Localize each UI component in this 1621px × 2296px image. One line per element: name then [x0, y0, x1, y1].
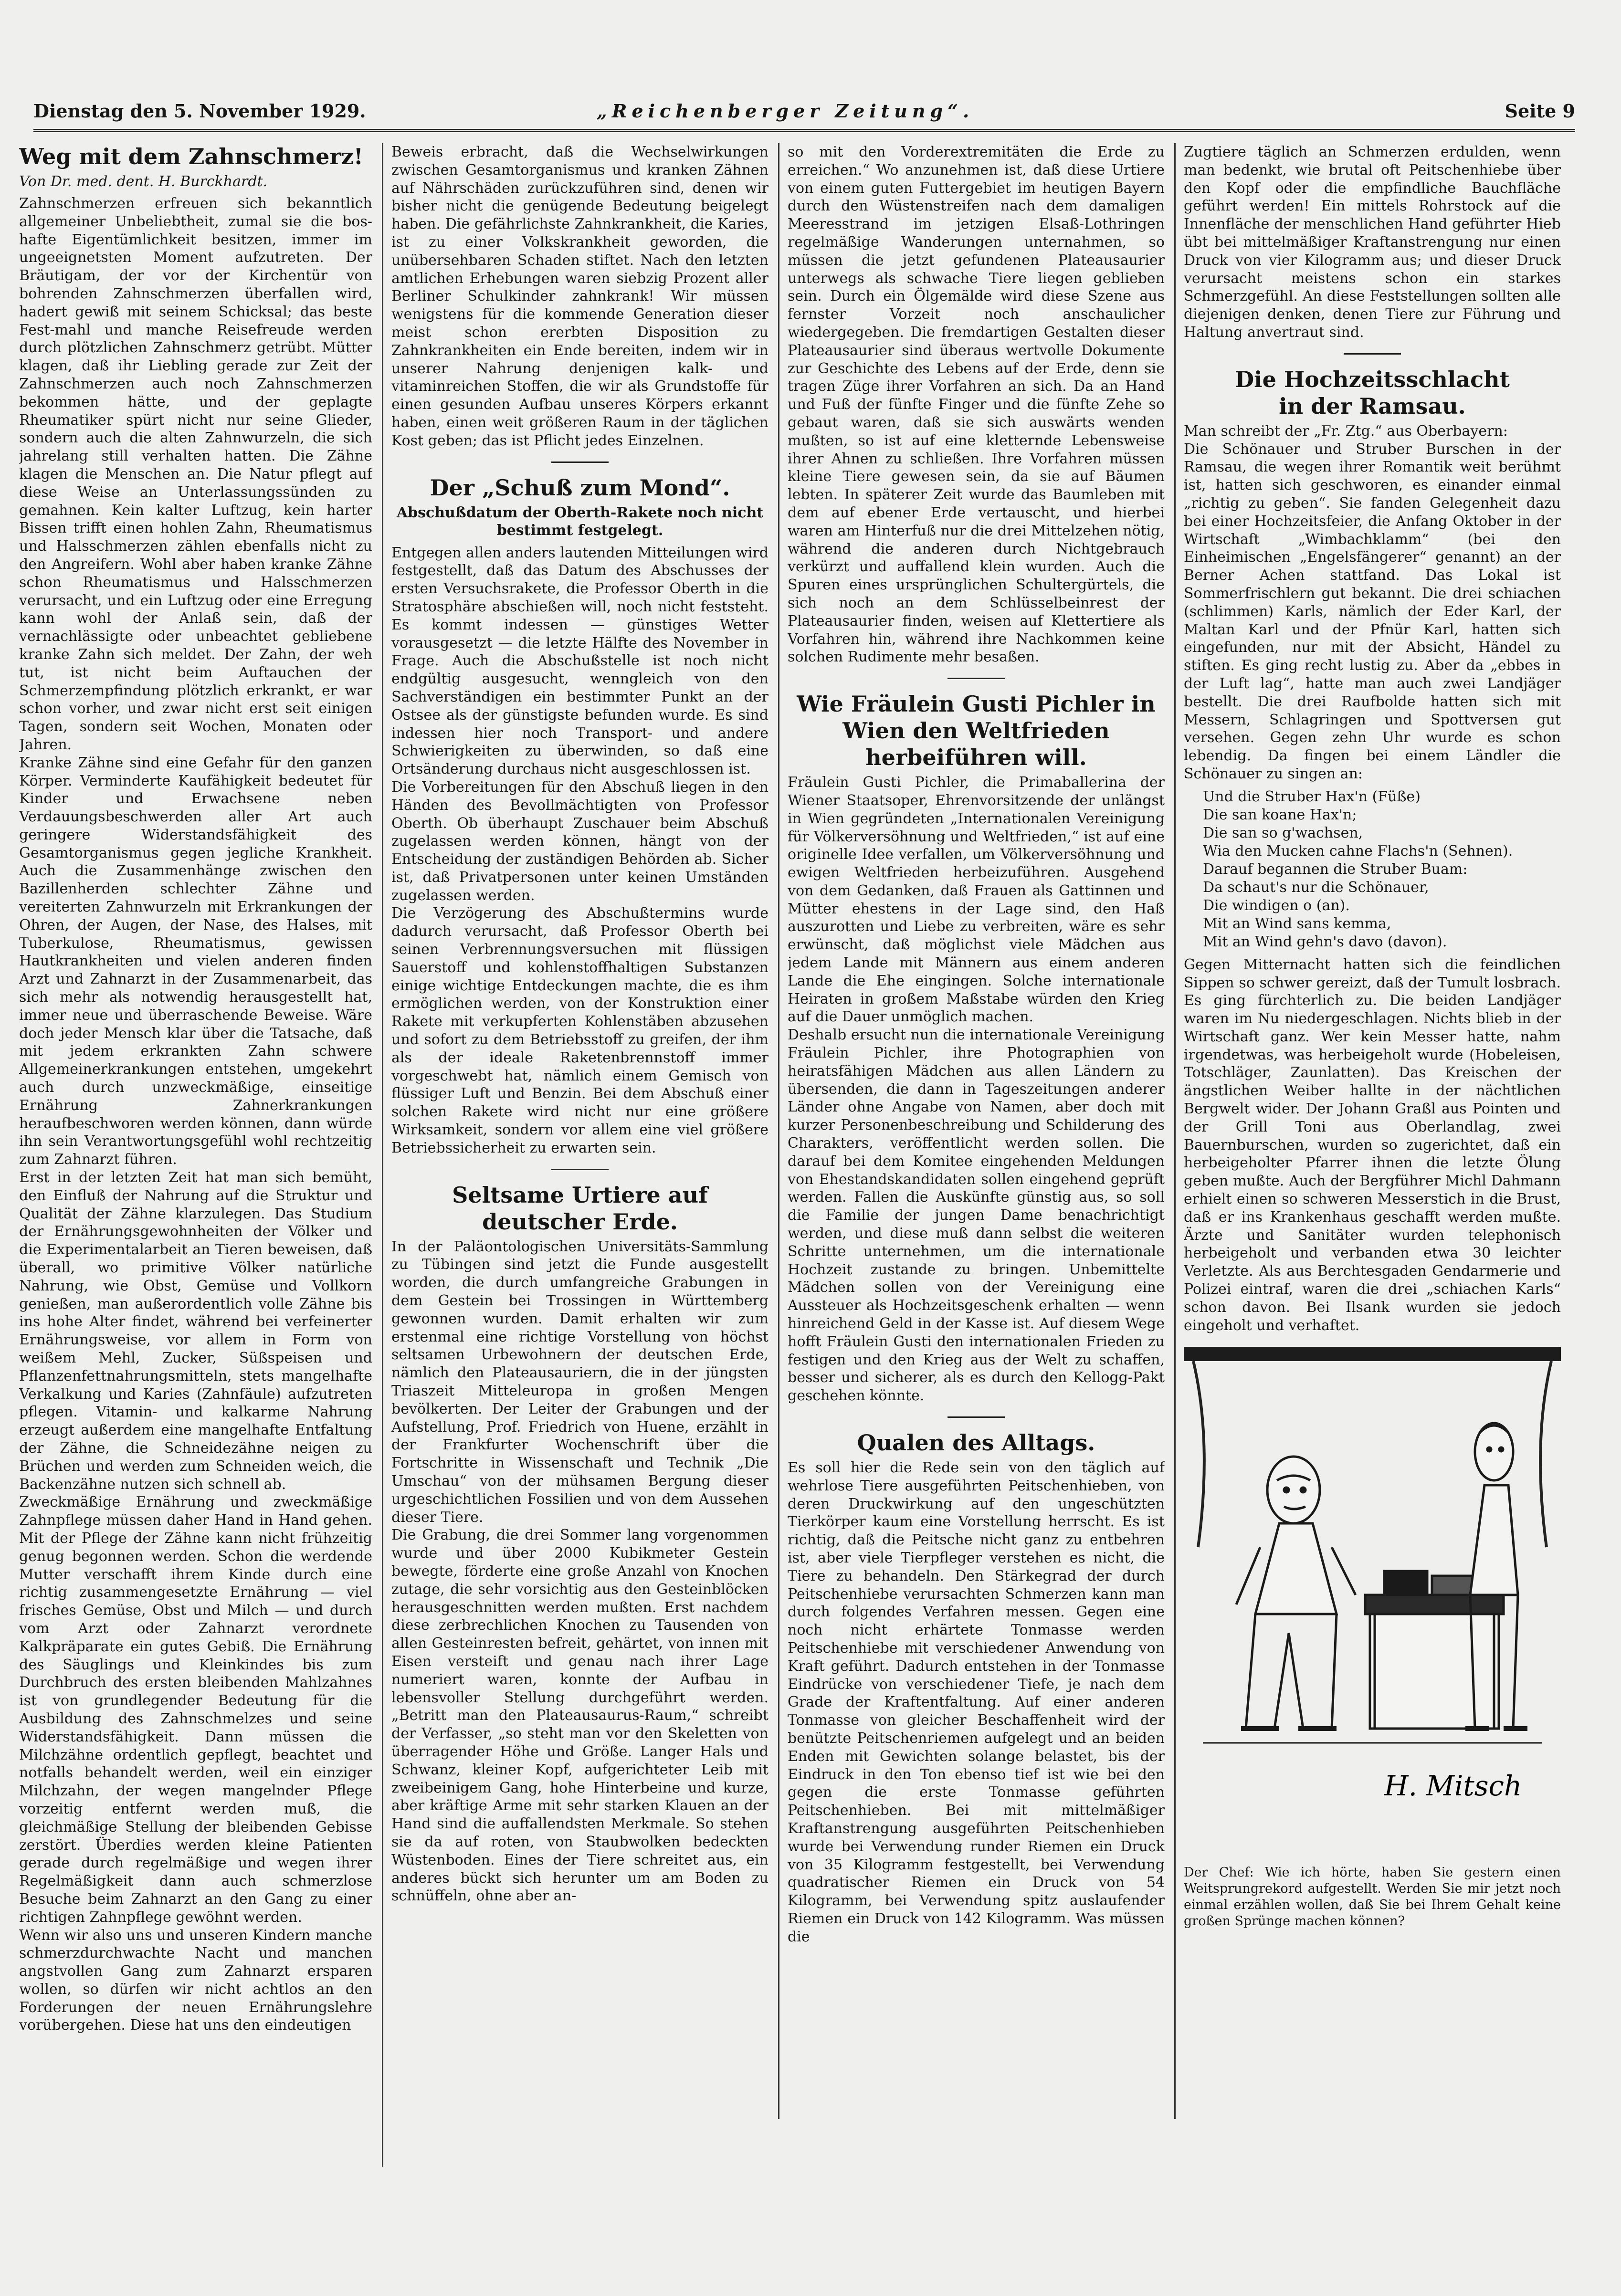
article-separator [947, 1416, 1005, 1418]
article-separator [947, 678, 1005, 679]
column-2 [391, 143, 768, 2119]
page-header [33, 95, 1575, 129]
header-date: Dienstag den 5. November 1929. [33, 100, 366, 122]
article-paragraph: In der Paläontologischen Universitäts-Sammlung zu Tübingen sind jetzt die Funde ausgestellt worden, die durch umfangreiche Grabungen in dem Gestein bei Trossingen in Württemberg gewonnen wurden. Damit erhalten wir zum erstenmal eine richtige Vorstellung von höchst seltsamen Urbewohnern der deutschen Erde, nämlich den Plateausauriern, die in der jüngsten Triaszeit Mitteleuropa in großen Mengen bevölkerten. Der Leiter der Grabungen und der Aufstellung, Prof. Friedrich von Huene, erzählt in der Frankfurter Wochenschrift über die Fortschritte in Wissenschaft und Technik „Die Umschau“ von der mühsamen Bergung dieser urgeschichtlichen Fossilien und von dem Aussehen dieser Tiere. [391, 1238, 768, 1526]
article-paragraph: Entgegen allen anders lautenden Mitteilungen wird festgestellt, daß das Datum des Abschusses der ersten Versuchsrakete, die Professor Oberth in die Stratosphäre abschießen will, noch nicht feststeht. Es kommt indessen — günstiges Wetter vorausgesetzt — die letzte Hälfte des November in Frage. Auch die Abschußstelle ist noch nicht endgültig ausgesucht, wenngleich von den Sachverständigen ein bestimmter Punkt an der Ostsee als der günstigste befunden wurde. Es sind indessen hier noch Transport- und andere Schwierigkeiten zu überwinden, so daß eine Ortsänderung durchaus nicht ausgeschlossen ist. [391, 544, 768, 778]
article-paragraph: Deshalb ersucht nun die internationale Vereinigung Fräulein Pichler, ihre Photographien von heiratsfähigen Mädchen aus allen Ländern zu übersenden, die dann in Tageszeitungen anderer Länder ohne Angabe von Namen, aber doch mit kurzer Personenbeschreibung und Schilderung des Charakters, veröffentlicht werden sollen. Die darauf bei dem Komitee eingehenden Meldungen von Ehestandskandidaten sollen eingehend geprüft werden. Fallen die Auskünfte günstig aus, so soll die Familie der jungen Dame benachrichtigt werden, und diese muß dann selbst die weiteren Schritte unternehmen, um die internationale Hochzeit zustande zu bringen. Unbemittelte Mädchen sollen von der Vereinigung eine Aussteuer als Hochzeitsgeschenk erhalten — wenn hinreichend Geld in der Kasse ist. Auf diesem Wege hofft Fräulein Gusti den internationalen Frieden zu festigen und den Krieg aus der Welt zu schaffen, besser und sicherer, als es durch den Kellogg-Pakt geschehen könnte. [788, 1027, 1165, 1405]
verse-line: Die san so g'wachsen, [1203, 824, 1363, 841]
article-paragraph: Wenn wir also uns und unseren Kindern manche schmerzdurchwachte Nacht und manchen angstvollen Gang zum Zahnarzt ersparen wollen, so dürfen wir nicht achtlos an den Forderungen der neuen Ernährungslehre vorübergehen. Diese hat uns den eindeutigen [19, 1927, 372, 2034]
verse-line: Darauf begannen die Struber Buam: [1203, 860, 1468, 878]
column-3 [788, 143, 1165, 2119]
cartoon-curtain-right [1540, 1361, 1551, 1547]
article-paragraph: Man schreibt der „Fr. Ztg.“ aus Oberbayern: [1184, 422, 1508, 440]
column-1 [19, 143, 372, 2167]
article-title-zahnschmerz: Weg mit dem Zahnschmerz! [19, 144, 363, 169]
header-page-number: Seite 9 [1505, 100, 1575, 122]
article-paragraph: so mit den Vorderextremitäten die Erde zu erreichen.“ Wo anzunehmen ist, daß diese Urtiere von einem guten Futtergebiet im heutigen Bayern durch den Wüstenstreifen nach dem damaligen Meeresstrand im jetzigen Elsaß-Lothringen regelmäßige Wanderungen unternahmen, so müssen die jetzt gefundenen Plateausaurier unterwegs als schwache Tiere liegen geblieben sein. Durch ein Ölgemälde wird diese Szene aus fernster Vorzeit noch anschaulicher wiedergegeben. Die fremdartigen Gestalten dieser Plateausaurier sind überaus wertvolle Dokumente zur Geschichte des Lebens auf der Erde, denn sie tragen Züge ihrer Vorfahren an sich. Da an Hand und Fuß der fünfte Finger und die fünfte Zehe so gebaut waren, daß sie sich auswärts wenden mußten, so ist auf eine kletternde Lebensweise ihrer Ahnen zu schließen. Ihre Vorfahren müssen kleine Tiere gewesen sein, da sie auf Bäumen lebten. In späterer Zeit wurde das Baumleben mit dem auf ebener Erde vertauscht, und hierbei waren am Hinterfuß nur die drei Mittelzehen nötig, während die anderen durch Nichtgebrauch verkürzt und auffallend klein wurden. Auch die Spuren eines ursprünglichen Schultergürtels, die sich noch an dem Schlüsselbeinrest der Plateausaurier finden, weisen auf Klettertiere als Vorfahren hin, während ihre Nachkommen keine solchen Rudimente mehr besaßen. [788, 144, 1165, 666]
cartoon [1184, 1347, 1561, 1943]
article-title-qualen-des-alltags: Qualen des Alltags. [857, 1430, 1095, 1456]
article-paragraph: Gegen Mitternacht hatten sich die feindlichen Sippen so schwer gereizt, daß der Tumult losbrach. Es ging fürchterlich zu. Die beiden Landjäger waren im Nu niedergeschlagen. Nichts blieb in der Wirtschaft ganz. Wer kein Messer hatte, nahm irgendetwas, was herbeigeholt wurde (Hobeleisen, Totschläger, Zaunlatten). Das Kreischen der ängstlichen Weiber hallte in der nächtlichen Bergwelt wider. Der Johann Graßl aus Pointen und der Grill Toni aus Oberlandlag, zwei Bauernburschen, wurden so zugerichtet, daß ein herbeigeholter Pfarrer ihnen die letzte Ölung geben mußte. Auch der Bergführer Michl Dahmann erhielt einen so schweren Messerstich in die Brust, daß er ins Krankenhaus geschafft werden mußte. Ärzte und Sanitäter wurden telephonisch herbeigeholt und verbanden etwa 30 leichter Verletzte. Als aus Berchtesgaden Gendarmerie und Polizei eintraf, waren die drei „schiachen Karls“ schon davon. Bei Ilsank wurden sie jedoch eingeholt und verhaftet. [1184, 956, 1561, 1334]
column-divider [778, 143, 779, 2119]
column-divider [382, 143, 383, 2167]
title-line: in der Ramsau. [1279, 393, 1466, 419]
article-paragraph: Zugtiere täglich an Schmerzen erdulden, wenn man bedenkt, wie brutal oft Peitschenhiebe über den Kopf oder die empfindliche Bauchfläche geführt werden! Ein mittels Rohrstock auf die Innenfläche der menschlichen Hand geführter Hieb übt bei mittelmäßiger Kraftanstrengung nur einen Druck von vier Kilogramm aus; und dieser Druck verursacht meistens schon ein starkes Schmerzgefühl. An diese Feststellungen sollten alle diejenigen denken, denen Tiere zur Führung und Haltung anvertraut sind. [1184, 144, 1561, 341]
article-subtitle: Abschußdatum der Oberth-Rakete noch nicht bestimmt festgelegt. [396, 504, 764, 539]
cartoon-caption: Der Chef: Wie ich hörte, haben Sie gestern einen Weitsprungrekord aufgestellt. Werden Sie mir jetzt noch einmal erzählen wollen, daß Sie bei Ihrem Gehalt keine großen Sprünge machen können? [1184, 1865, 1561, 1929]
article-paragraph: Kranke Zähne sind eine Gefahr für den ganzen Körper. Verminderte Kaufähigkeit bedeutet für Kinder und Erwachsene neben Verdauungsbeschwerden aller Art auch geringere Widerstandsfähigkeit des Gesamtorganismus gegen jegliche Krankheit. Auch die Zusammenhänge zwischen den Bazillenherden schlechter Zähne und vereiterten Zahnwurzeln mit Erkrankungen der Ohren, der Augen, der Nase, des Halses, mit Tuberkulose, Rheumatismus, gewissen Hautkrankheiten und vielen anderen finden Arzt und Zahnarzt in der Zusammenarbeit, das sich mehr als notwendig herausgestellt hat, immer neue und überraschende Beweise. Wäre doch jeder Mensch klar über die Tatsache, daß mit jedem erkrankten Zahn schwere Allgemeinerkrankungen entstehen, umgekehrt auch durch unzweckmäßige, einseitige Ernährung Zahnerkrankungen heraufbeschworen werden können, dann würde ihn sein Verantwortungsgefühl wohl rechtzeitig zum Zahnarzt führen. [19, 754, 372, 1168]
header-newspaper-name: „Reichenberger Zeitung“. [597, 100, 974, 122]
cartoon-top-bar [1184, 1347, 1561, 1361]
article-paragraph: Zahnschmerzen erfreuen sich bekanntlich allgemeiner Unbeliebtheit, zumal sie die bos-hafte Eigentümlichkeit besitzen, immer im ungeeignetsten Moment aufzutreten. Der Bräutigam, der vor der Kirchentür von bohrenden Zahnschmerzen überfallen wird, hadert gewiß mit seinem Schicksal; das beste Fest-mahl und manche Reisefreude werden durch plötzlichen Zahnschmerz getrübt. Mütter klagen, daß ihr Liebling gerade zur Zeit der Zahnschmerzen auch noch Zahnschmerzen bekommen hätte, und der geplagte Rheumatiker spürt nicht nur seine Glieder, sondern auch die alten Zahnwurzeln, die sich jahrelang still verhalten hatten. Die Zähne klagen die Menschen an. Die Natur pflegt auf diese Weise an Unterlassungssünden zu gemahnen. Kein kalter Luftzug, kein harter Bissen trifft einen hohlen Zahn, Rheumatismus und Halsschmerzen zählen ebenfalls nicht zu den Angreifern. Wohl aber haben kranke Zähne schon Rheumatismus und Halsschmerzen verursacht, und ein Luftzug oder eine Erregung kann wohl der Anlaß sein, daß der vernachlässigte oder unbeachtet gebliebene kranke Zahn sich meldet. Der Zahn, der weh tut, ist nicht beim Auftauchen der Schmerzempfindung plötzlich erkrankt, er war schon vorher, und zwar nicht erst seit einigen Tagen, sondern seit Wochen, Monaten oder Jahren. [19, 195, 372, 753]
article-paragraph: Die Vorbereitungen für den Abschuß liegen in den Händen des Bevollmächtigten von Professor Oberth. Ob überhaupt Zuschauer beim Abschuß zugelassen werden können, hängt von der Entscheidung der zuständigen Behörden ab. Sicher ist, daß Privatpersonen unter keinen Umständen zugelassen werden. [391, 778, 768, 904]
article-paragraph: Beweis erbracht, daß die Wechselwirkungen zwischen Gesamtorganismus und kranken Zähnen auf Nährschäden zurückzuführen sind, denen wir bisher nicht die genügende Bedeutung beigelegt haben. Die gefährlichste Zahnkrankheit, die Karies, ist zu einer Volkskrankheit geworden, die unübersehbaren Schaden stiftet. Nach den letzten amtlichen Erhebungen waren siebzig Prozent aller Berliner Schulkinder zahnkrank! Wir müssen wenigstens für die kommende Generation dieser meist schon ererbten Disposition zu Zahnkrankheiten ein Ende bereiten, indem wir in unserer Nahrung denjenigen kalk- und vitaminreichen Stoffen, die wir als Grundstoffe für einen gesunden Aufbau unseres Körpers erkannt haben, einen weit größeren Raum in der täglichen Kost geben; das ist Pflicht jedes Einzelnen. [391, 144, 768, 449]
article-title-schuss-zum-mond: Der „Schuß zum Mond“. [430, 474, 730, 501]
cartoon-illustration [1184, 1347, 1561, 1853]
article-paragraph: Die Grabung, die drei Sommer lang vorgenommen wurde und über 2000 Kubikmeter Gestein bewegte, förderte eine große Anzahl von Knochen zutage, die sehr vorsichtig aus den Gesteinblöcken herausgeschnitten werden mußten. Erst nachdem diese zerbrechlichen Knochen zu Tausenden von allen Gesteinresten befreit, gehärtet, von innen mit Eisen versteift und genau nach ihrer Lage numeriert waren, konnte der Aufbau in lebensvoller Stellung durchgeführt werden. „Betritt man den Plateausaurus-Raum,“ schreibt der Verfasser, „so steht man vor den Skeletten von überragender Höhe und Größe. Langer Hals und Schwanz, kleiner Kopf, aufgerichteter Leib mit zweibeinigem Gang, hohe Hinterbeine und kurze, aber kräftige Arme mit sehr starken Klauen an der Hand sind die auffallendsten Merkmale. So stehen sie da auf roten, von Staubwolken bedeckten Wüstenboden. Eines der Tiere schreitet aus, ein anderes bückt sich herunter um am Boden zu schnüffeln, ohne aber an- [391, 1527, 768, 1905]
article-paragraph: Zweckmäßige Ernährung und zweckmäßige Zahnpflege müssen daher Hand in Hand gehen. Mit der Pflege der Zähne kann nicht frühzeitig genug begonnen werden. Schon die werdende Mutter verschafft ihrem Kinde durch eine richtig zusammengesetzte Ernährung — viel frisches Gemüse, Obst und Milch — und durch vom Arzt oder Zahnarzt verordnete Kalkpräparate ein gutes Gebiß. Die Ernährung des Säuglings und Kleinkindes bis zum Durchbruch des ersten bleibenden Mahlzahnes ist von grundlegender Bedeutung für die Ausbildung des Zahnschmelzes und seine Widerstandsfähigkeit. Dann müssen die Milchzähne ordentlich gepflegt, beachtet und notfalls behandelt werden, weil ein einziger Milchzahn, der wegen mangelnder Pflege vorzeitig entfernt werden muß, die gleichmäßige Stellung der bleibenden Gebisse zerstört. Überdies werden kleine Patienten gerade durch regelmäßige und wegen ihrer Regelmäßigkeit dann auch schmerzlose Besuche beim Zahnarzt an den Gang zu einer richtigen Zahnpflege gewöhnt werden. [19, 1494, 372, 1926]
column-4 [1184, 143, 1561, 2109]
verse-line: Da schaut's nur die Schönauer, [1203, 879, 1429, 896]
article-title-hochzeitsschlacht [1184, 366, 1561, 419]
title-line: Die Hochzeitsschlacht [1235, 366, 1510, 392]
article-separator [551, 1169, 609, 1170]
cartoon-signature: H. Mitsch [1384, 1770, 1522, 1803]
boss-figure [1236, 1457, 1356, 1729]
article-paragraph: Die Verzögerung des Abschußtermins wurde dadurch verursacht, daß Professor Oberth bei seinen Verbrennungsversuchen mit flüssigen Sauerstoff und kohlenstoffhaltigen Substanzen einige wichtige Entdeckungen machte, die es ihm ermöglichen werden, von der Konstruktion einer Rakete mit verkupferten Kohlenstäben abzusehen und sofort zu dem Betriebsstoff zu greifen, der ihm als der ideale Raketenbrennstoff immer vorgeschwebt hat, nämlich einem Gemisch von flüssiger Luft und Benzin. Bei dem Abschuß einer solchen Rakete wird nicht nur eine größere Wirksamkeit, sondern vor allem eine viel größere Betriebssicherheit zu erwarten sein. [391, 905, 768, 1156]
verse-line: Mit an Wind gehn's davo (davon). [1203, 933, 1447, 950]
article-paragraph: Fräulein Gusti Pichler, die Primaballerina der Wiener Staatsoper, Ehrenvorsitzende der unlängst in Wien gegründeten „Internationalen Vereinigung für Völkerversöhnung und Weltfrieden,“ ist auf eine originelle Idee verfallen, um Völkerversöhnung und ewigen Weltfrieden herbeizuführen. Ausgehend von dem Gedanken, daß Frauen als Gattinnen und Mütter ehestens in der Lage sind, den Haß auszurotten und Liebe zu verbreiten, wäre es sehr erwünscht, daß möglichst viele Mädchen aus jedem Lande mit Männern aus einem anderen Lande die Ehe eingingen. Solche internationale Heiraten in großem Maßstabe würden den Krieg auf die Dauer unmöglich machen. [788, 774, 1165, 1026]
verse-line: Die windigen o (an). [1203, 897, 1350, 914]
verse-line: Die san koane Hax'n; [1203, 806, 1357, 823]
dialect-verse [1203, 788, 1561, 951]
article-author: Von Dr. med. dent. H. Burckhardt. [19, 173, 268, 190]
article-paragraph: Es soll hier die Rede sein von den täglich auf wehrlose Tiere ausgeführten Peitschenhieben, von deren Druckwirkung auf den ungeschützten Tierkörper kaum eine Vorstellung herrscht. Es ist richtig, daß die Peitsche nicht ganz zu entbehren ist, aber viele Tierpfleger verstehen es nicht, die Tiere zu behandeln. Den Stärkegrad der durch Peitschenhiebe verursachten Schmerzen kann man durch folgendes Verfahren messen. Gegen eine noch nicht erhärtete Tonmasse werden Peitschenhiebe mit verschiedener Anwendung von Kraft geführt. Dadurch entstehen in der Tonmasse Eindrücke von verschiedener Tiefe, je nach dem Grade der Kraftentfaltung. Auf einer anderen Tonmasse von gleicher Beschaffenheit wird der benützte Peitschenriemen aufgelegt und an beiden Enden mit Gewichten solange belastet, bis der Eindruck in den Ton ebenso tief ist wie bei den gegen die erste Tonmasse geführten Peitschenhieben. Bei mit mittelmäßiger Kraftanstrengung ausgeführten Peitschenhieben wurde bei Verwendung runder Riemen ein Druck von 35 Kilogramm festgestellt, bei Verwendung quadratischer Riemen ein Druck von 54 Kilogramm, bei Verwendung spitz auslaufender Riemen ein Druck von 142 Kilogramm. Was müssen die [788, 1459, 1165, 1945]
article-paragraph: Die Schönauer und Struber Burschen in der Ramsau, die wegen ihrer Romantik weit berühmt ist, hatten sich geschworen, es einander einmal „richtig zu geben“. Sie fanden Gelegenheit dazu bei einer Hochzeitsfeier, die Anfang Oktober in der Wirtschaft „Wimbachklamm“ (bei den Einheimischen „Engelsfängerer“ genannt) an der Berner Achen stattfand. Das Lokal ist Sommerfrischlern gut bekannt. Die drei schiachen (schlimmen) Karls, nämlich der Eder Karl, der Maltan Karl und der Pfnür Karl, hatten sich eingefunden, nur mit der Absicht, Händel zu stiften. Es ging recht lustig zu. Aber da „ebbes in der Luft lag“, hatte man auch zwei Landjäger bestellt. Die drei Raufbolde hatten sich mit Messern, Schlagringen und Spottversen gut versehen. Gegen zehn Uhr wurde es schon lebendig. Da fingen bei einem Ländler die Schönauer zu singen an: [1184, 440, 1561, 782]
article-paragraph: Erst in der letzten Zeit hat man sich bemüht, den Einfluß der Nahrung auf die Struktur und Qualität der Zähne klarzulegen. Das Studium der Ernährungsgewohnheiten der Völker und die Experimentalarbeit an Tieren beweisen, daß überall, wo primitive Völker natürliche Nahrung, wie Obst, Gemüse und Vollkorn genießen, man außerordentlich volle Zähne bis ins hohe Alter findet, während bei verfeinerter Ernährungsweise, vor allem in Form von weißem Mehl, Zucker, Süßspeisen und Pflanzenfettnahrungsmitteln, stets mangelhafte Verkalkung und Karies (Zahnfäule) aufzutreten pflegen. Vitamin- und kalkarme Nahrung erzeugt außerdem eine mangelhafte Entfaltung der Zähne, die Schneidezähne neigen zu Brüchen und werden zum Schneiden weich, die Backenzähne nutzen sich schnell ab. [19, 1169, 372, 1493]
verse-line: Mit an Wind sans kemma, [1203, 915, 1391, 932]
article-separator [1344, 353, 1401, 355]
verse-line: Wia den Mucken cahne Flachs'n (Sehnen). [1203, 842, 1513, 860]
verse-line: Und die Struber Hax'n (Füße) [1203, 788, 1421, 805]
article-title-gusti-pichler: Wie Fräulein Gusti Pichler in Wien den Weltfrieden herbeiführen will. [797, 691, 1156, 771]
article-separator [551, 461, 609, 463]
cartoon-curtain-left [1193, 1361, 1204, 1547]
column-divider [1174, 143, 1176, 2119]
article-title-urtiere: Seltsame Urtiere auf deutscher Erde. [452, 1182, 708, 1235]
header-rule [33, 129, 1575, 132]
